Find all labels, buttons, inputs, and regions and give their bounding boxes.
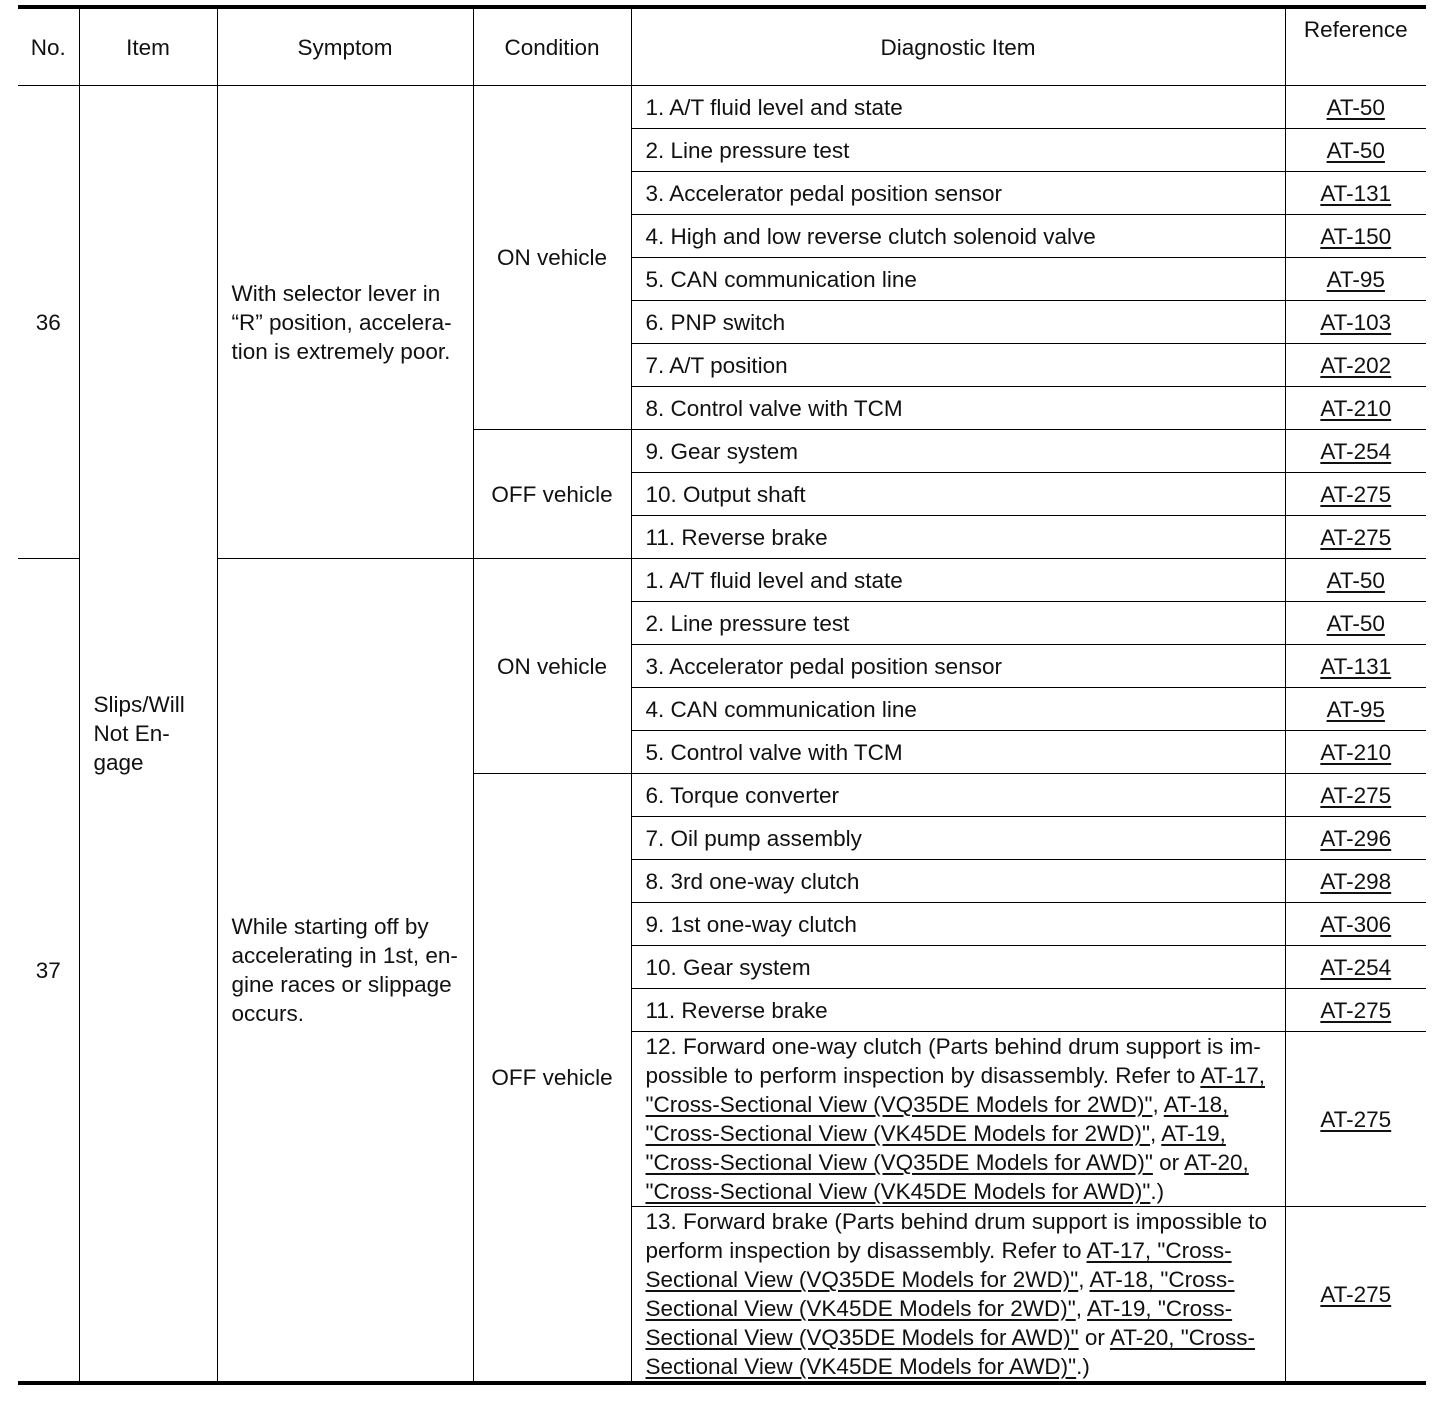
reference-link[interactable]: AT-202 <box>1320 352 1392 378</box>
cross-reference-link[interactable]: AT-20, "Cross-Sectional View (VK45DE Models for AWD)" <box>645 1150 1249 1204</box>
reference-cell <box>1285 473 1426 516</box>
reference-cell <box>1285 344 1426 387</box>
diagnostic-text: , <box>1075 1296 1088 1321</box>
diagnostic-text: 5. Control valve with TCM <box>645 739 903 765</box>
diagnostic-text: 8. 3rd one-way clutch <box>645 868 860 894</box>
header-reference: Reference <box>1285 7 1426 86</box>
reference-link[interactable]: AT-275 <box>1320 997 1392 1023</box>
reference-cell <box>1285 258 1426 301</box>
reference-link[interactable]: AT-95 <box>1326 266 1385 292</box>
diagnostic-text: 3. Accelerator pedal position sensor <box>645 180 1002 206</box>
diagnostic-text: 2. Line pressure test <box>645 137 850 163</box>
diagnostic-item <box>631 516 1285 559</box>
diagnostic-text: 1. A/T fluid level and state <box>645 567 903 593</box>
diagnostic-item <box>631 258 1285 301</box>
diagnostic-item <box>631 645 1285 688</box>
reference-cell <box>1285 602 1426 645</box>
reference-link[interactable]: AT-275 <box>1320 1281 1392 1307</box>
diagnostic-text: 12. Forward one-way clutch (Parts behind drum support is im-possible to perform inspection by disassembly. Refer to <box>645 1034 1261 1088</box>
cross-reference-link[interactable]: AT-18, "Cross-Sectional View (VK45DE Models for 2WD)" <box>645 1092 1229 1146</box>
diagnostic-text: 9. 1st one-way clutch <box>645 911 857 937</box>
reference-link[interactable]: AT-298 <box>1320 868 1392 894</box>
reference-link[interactable]: AT-275 <box>1320 481 1392 507</box>
reference-cell <box>1285 731 1426 774</box>
reference-link[interactable]: AT-254 <box>1320 954 1392 980</box>
diagnostic-text: 6. PNP switch <box>645 309 786 335</box>
diagnostic-text: 10. Output shaft <box>645 481 806 507</box>
diagnostic-text: 4. CAN communication line <box>645 696 917 722</box>
diagnostic-text: , <box>1152 1092 1164 1117</box>
diagnostic-text: 13. Forward brake (Parts behind drum support is impossible to perform inspection by disassembly. Refer to <box>645 1209 1268 1263</box>
diagnostic-item <box>631 301 1285 344</box>
diagnostic-text: or <box>1078 1325 1110 1350</box>
table-body <box>18 86 1426 1384</box>
entry-number: 36 <box>18 86 79 559</box>
header-condition: Condition <box>473 7 631 86</box>
diagnostic-item <box>631 172 1285 215</box>
diagnostic-table <box>18 5 1426 1385</box>
diagnostic-text: 2. Line pressure test <box>645 610 850 636</box>
reference-link[interactable]: AT-50 <box>1326 137 1385 163</box>
reference-cell <box>1285 774 1426 817</box>
reference-link[interactable]: AT-275 <box>1320 782 1392 808</box>
reference-cell <box>1285 215 1426 258</box>
cross-reference-link[interactable]: AT-19, "Cross-Sectional View (VQ35DE Models for AWD)" <box>645 1296 1233 1350</box>
diagnostic-item <box>631 430 1285 473</box>
diagnostic-text: 8. Control valve with TCM <box>645 395 903 421</box>
cross-reference-link[interactable]: AT-20, "Cross-Sectional View (VK45DE Models for AWD)" <box>645 1325 1256 1379</box>
reference-link[interactable]: AT-210 <box>1320 395 1392 421</box>
reference-link[interactable]: AT-50 <box>1326 94 1385 120</box>
reference-cell <box>1285 430 1426 473</box>
reference-cell <box>1285 129 1426 172</box>
diagnostic-item <box>631 86 1285 129</box>
diagnostic-item <box>631 387 1285 430</box>
reference-cell <box>1285 1207 1426 1384</box>
cross-reference-link[interactable]: AT-17, "Cross-Sectional View (VQ35DE Models for 2WD)" <box>645 1238 1232 1292</box>
reference-link[interactable]: AT-131 <box>1320 653 1392 679</box>
condition-cell: ON vehicle <box>473 86 631 430</box>
reference-link[interactable]: AT-103 <box>1320 309 1392 335</box>
diagnostic-text: or <box>1152 1150 1185 1175</box>
reference-link[interactable]: AT-131 <box>1320 180 1392 206</box>
header-item: Item <box>79 7 217 86</box>
reference-cell <box>1285 559 1426 602</box>
reference-cell <box>1285 946 1426 989</box>
item-cell: Slips/Will Not En-gage <box>79 86 217 1384</box>
table-row <box>18 86 1426 129</box>
reference-link[interactable]: AT-210 <box>1320 739 1392 765</box>
cross-reference-link[interactable]: AT-17, "Cross-Sectional View (VQ35DE Models for 2WD)" <box>645 1063 1265 1117</box>
reference-cell <box>1285 903 1426 946</box>
cross-reference-link[interactable]: AT-18, "Cross-Sectional View (VK45DE Models for 2WD)" <box>645 1267 1235 1321</box>
reference-link[interactable]: AT-150 <box>1320 223 1392 249</box>
diagnostic-item <box>631 602 1285 645</box>
diagnostic-text: , <box>1078 1267 1090 1292</box>
diagnostic-text: , <box>1149 1121 1162 1146</box>
diagnostic-item <box>631 946 1285 989</box>
reference-link[interactable]: AT-50 <box>1326 567 1385 593</box>
diagnostic-text: 1. A/T fluid level and state <box>645 94 903 120</box>
reference-link[interactable]: AT-275 <box>1320 524 1392 550</box>
symptom-cell: While starting off by accelerating in 1st, en-gine races or slippage occurs. <box>217 559 473 1384</box>
diagnostic-text: 3. Accelerator pedal position sensor <box>645 653 1002 679</box>
reference-cell <box>1285 645 1426 688</box>
diagnostic-item <box>631 344 1285 387</box>
diagnostic-item <box>631 989 1285 1032</box>
diagnostic-item <box>631 129 1285 172</box>
condition-cell: OFF vehicle <box>473 430 631 559</box>
diagnostic-text: .) <box>1076 1354 1090 1379</box>
diagnostic-item <box>631 215 1285 258</box>
reference-cell <box>1285 301 1426 344</box>
reference-link[interactable]: AT-254 <box>1320 438 1392 464</box>
reference-link[interactable]: AT-296 <box>1320 825 1392 851</box>
diagnostic-text: 7. A/T position <box>645 352 788 378</box>
diagnostic-text: 11. Reverse brake <box>645 997 828 1023</box>
table-row <box>18 559 1426 602</box>
reference-cell <box>1285 1032 1426 1207</box>
reference-link[interactable]: AT-306 <box>1320 911 1392 937</box>
diagnostic-item <box>631 774 1285 817</box>
header-symptom: Symptom <box>217 7 473 86</box>
diagnostic-item <box>631 860 1285 903</box>
reference-link[interactable]: AT-275 <box>1320 1106 1392 1132</box>
reference-cell <box>1285 387 1426 430</box>
diagnostic-text: 10. Gear system <box>645 954 811 980</box>
diagnostic-item <box>631 1032 1285 1207</box>
diagnostic-text: 4. High and low reverse clutch solenoid valve <box>645 223 1096 249</box>
diagnostic-item <box>631 817 1285 860</box>
header-row <box>18 7 1426 86</box>
condition-cell: ON vehicle <box>473 559 631 774</box>
diagnostic-item <box>631 903 1285 946</box>
header-diagnostic-item: Diagnostic Item <box>631 7 1285 86</box>
entry-number: 37 <box>18 559 79 1384</box>
diagnostic-item <box>631 688 1285 731</box>
reference-cell <box>1285 86 1426 129</box>
diagnostic-item <box>631 559 1285 602</box>
condition-cell: OFF vehicle <box>473 774 631 1384</box>
diagnostic-text: 11. Reverse brake <box>645 524 828 550</box>
diagnostic-item <box>631 1207 1285 1384</box>
reference-cell <box>1285 688 1426 731</box>
reference-link[interactable]: AT-50 <box>1326 610 1385 636</box>
reference-cell <box>1285 860 1426 903</box>
diagnostic-text: 5. CAN communication line <box>645 266 917 292</box>
diagnostic-item <box>631 473 1285 516</box>
diagnostic-text: 7. Oil pump assembly <box>645 825 862 851</box>
cross-reference-link[interactable]: AT-19, "Cross-Sectional View (VQ35DE Models for AWD)" <box>645 1121 1226 1175</box>
diagnostic-text: 9. Gear system <box>645 438 799 464</box>
reference-cell <box>1285 516 1426 559</box>
reference-cell <box>1285 817 1426 860</box>
diagnostic-text: .) <box>1150 1179 1165 1204</box>
reference-link[interactable]: AT-95 <box>1326 696 1385 722</box>
header-no: No. <box>18 7 79 86</box>
reference-cell <box>1285 172 1426 215</box>
symptom-cell: With selector lever in “R” position, accelera-tion is extremely poor. <box>217 86 473 559</box>
reference-cell <box>1285 989 1426 1032</box>
diagnostic-text: 6. Torque converter <box>645 782 839 808</box>
diagnostic-item <box>631 731 1285 774</box>
